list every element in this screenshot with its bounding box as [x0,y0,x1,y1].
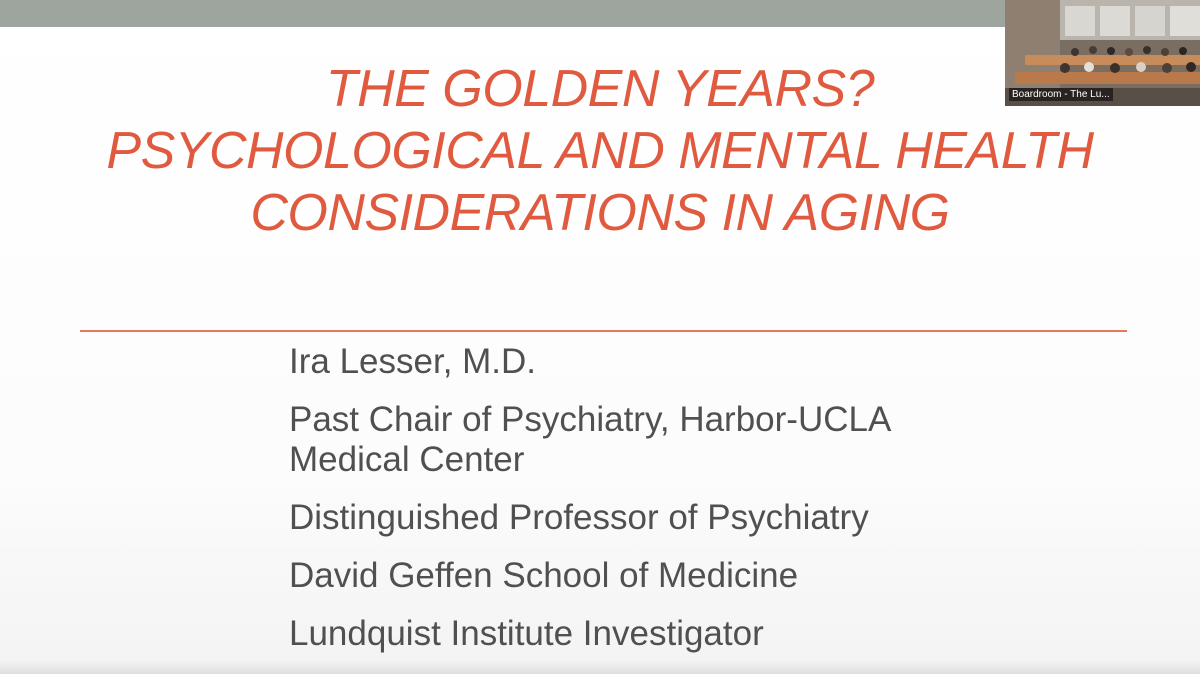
title-line-1: THE GOLDEN YEARS? [325,60,875,118]
presenter-role-1-line-1: Past Chair of Psychiatry, Harbor-UCLA [289,400,892,439]
title-line-2: PSYCHOLOGICAL AND MENTAL HEALTH [106,122,1094,180]
presenter-role-1-line-2: Medical Center [289,440,525,479]
presenter-credits [289,342,1089,672]
participant-video-tile[interactable] [1005,0,1200,106]
presenter-role-2: Distinguished Professor of Psychiatry [289,498,869,537]
title-divider [80,330,1127,332]
presenter-role-4: Lundquist Institute Investigator [289,614,764,653]
title-line-3: CONSIDERATIONS IN AGING [250,184,950,242]
presenter-name: Ira Lesser, M.D. [289,342,537,381]
video-tile-label: Boardroom - The Lu... [1009,88,1113,101]
presenter-role-1 [289,400,1089,480]
presenter-role-3: David Geffen School of Medicine [289,556,799,595]
slide-bottom-shade [0,660,1200,674]
